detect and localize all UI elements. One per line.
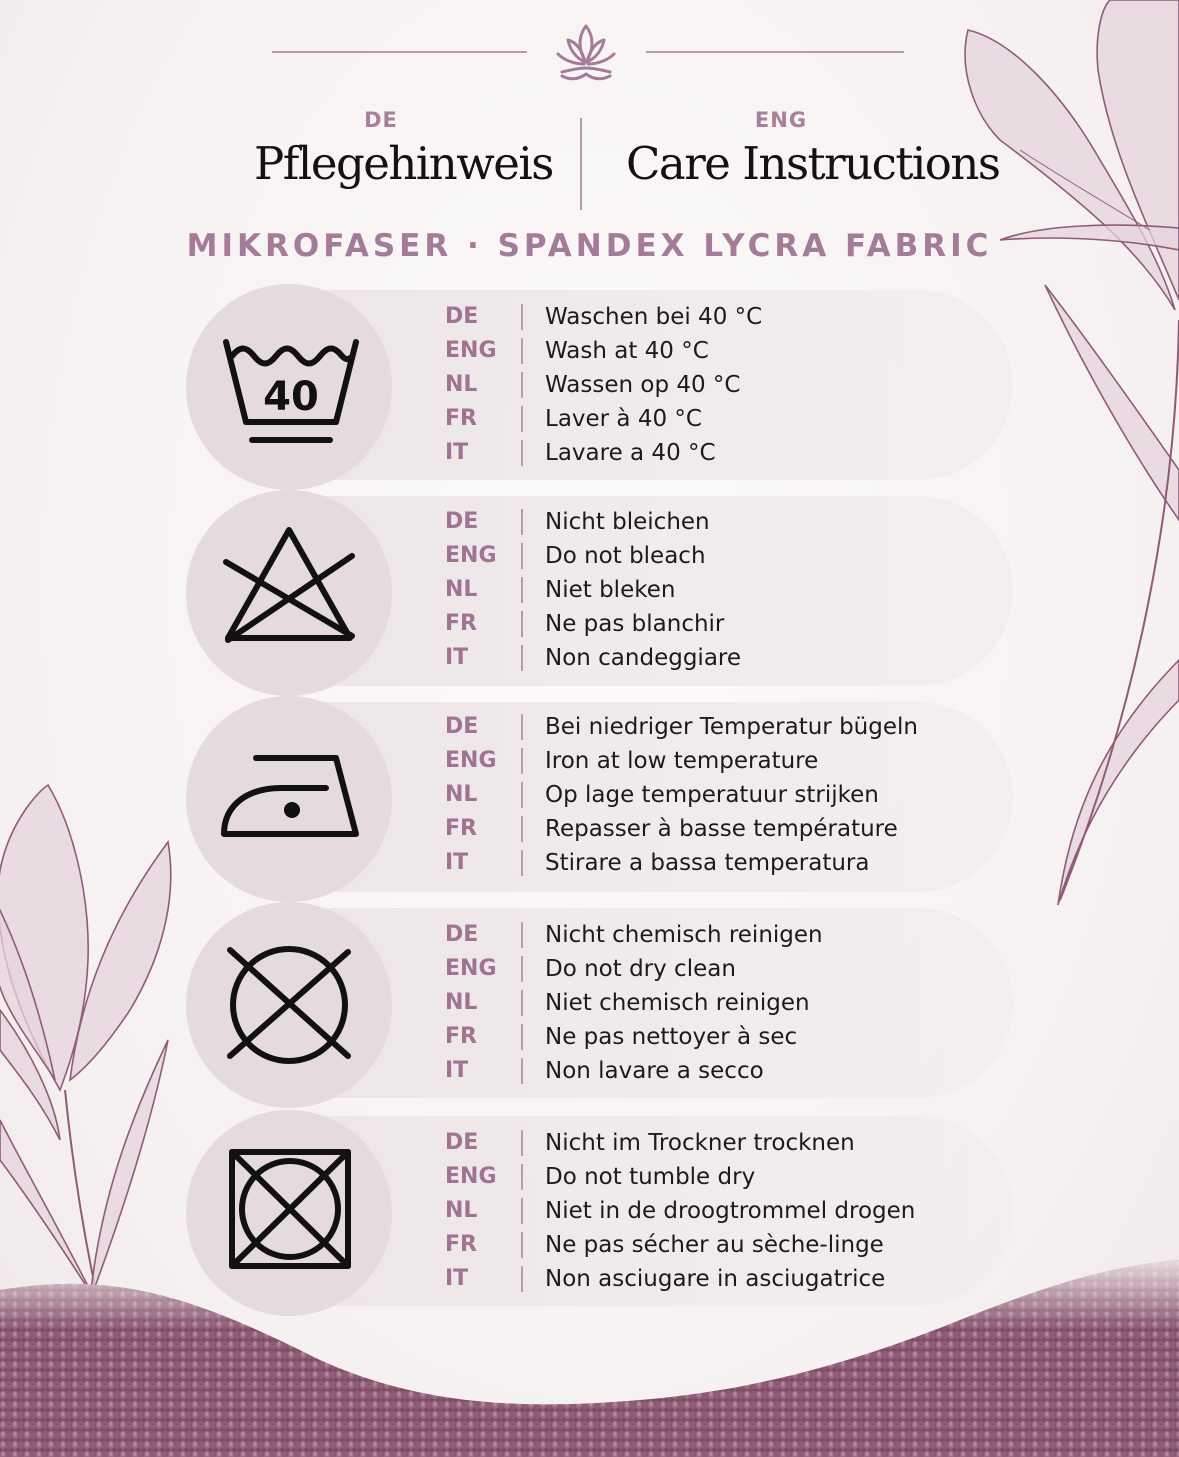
language-divider [521, 543, 523, 569]
lotus-icon [552, 20, 620, 88]
language-code: NL [445, 372, 478, 397]
language-code: ENG [445, 748, 497, 773]
no-bleach-icon [186, 490, 392, 696]
language-code: DE [445, 922, 479, 947]
language-divider [521, 990, 523, 1016]
no-dry-clean-icon [186, 902, 392, 1108]
language-code: NL [445, 1198, 478, 1223]
language-divider [521, 748, 523, 774]
instruction-text: Do not dry clean [545, 956, 736, 982]
language-divider [521, 1058, 523, 1084]
language-code: IT [445, 850, 469, 875]
instruction-text: Non candeggiare [545, 645, 742, 671]
instruction-text: Iron at low temperature [545, 748, 819, 774]
language-code: FR [445, 1024, 477, 1049]
language-divider [521, 440, 523, 466]
instruction-text: Niet chemisch reinigen [545, 990, 810, 1016]
instruction-text: Repasser à basse température [545, 816, 898, 842]
language-code: ENG [445, 338, 497, 363]
language-divider [521, 406, 523, 432]
language-code: IT [445, 440, 469, 465]
language-code: IT [445, 645, 469, 670]
header-divider-left [272, 51, 527, 53]
language-divider [521, 509, 523, 535]
header-right-title: Care Instructions [626, 137, 1000, 190]
language-code: FR [445, 1232, 477, 1257]
language-code: FR [445, 816, 477, 841]
language-divider [521, 922, 523, 948]
instruction-text: Nicht bleichen [545, 509, 710, 535]
instruction-text: Non lavare a secco [545, 1058, 764, 1084]
instruction-text: Stirare a bassa temperatura [545, 850, 870, 876]
wash-temperature-label: 40 [263, 374, 319, 420]
language-divider [521, 1266, 523, 1292]
language-divider [521, 577, 523, 603]
no-tumble-dry-icon [186, 1110, 392, 1316]
instruction-text: Laver à 40 °C [545, 406, 702, 432]
language-divider [521, 956, 523, 982]
instruction-text: Bei niedriger Temperatur bügeln [545, 714, 918, 740]
language-divider [521, 1130, 523, 1156]
language-code: FR [445, 611, 477, 636]
language-divider [521, 611, 523, 637]
instruction-text: Wassen op 40 °C [545, 372, 741, 398]
language-divider [521, 372, 523, 398]
left-flower-illustration [0, 785, 171, 1310]
instruction-text: Nicht chemisch reinigen [545, 922, 823, 948]
language-divider [521, 1198, 523, 1224]
language-divider [521, 645, 523, 671]
language-code: NL [445, 577, 478, 602]
language-code: ENG [445, 956, 497, 981]
instruction-text: Non asciugare in asciugatrice [545, 1266, 886, 1292]
iron-low-icon [186, 696, 392, 902]
language-code: ENG [445, 543, 497, 568]
language-code: DE [445, 714, 479, 739]
language-code: DE [445, 304, 479, 329]
header-left-lang: DE [364, 108, 398, 132]
language-divider [521, 714, 523, 740]
language-code: FR [445, 406, 477, 431]
language-code: ENG [445, 1164, 497, 1189]
language-divider [521, 782, 523, 808]
language-code: IT [445, 1266, 469, 1291]
header-left-title: Pflegehinweis [254, 137, 553, 190]
fabric-subtitle: MIKROFASER · SPANDEX LYCRA FABRIC [186, 228, 993, 264]
language-code: IT [445, 1058, 469, 1083]
language-code: NL [445, 782, 478, 807]
language-code: DE [445, 509, 479, 534]
language-divider [521, 338, 523, 364]
language-divider [521, 1232, 523, 1258]
header-title-divider [580, 118, 582, 210]
instruction-text: Lavare a 40 °C [545, 440, 716, 466]
instruction-text: Niet bleken [545, 577, 676, 603]
instruction-text: Wash at 40 °C [545, 338, 709, 364]
instruction-text: Ne pas sécher au sèche-linge [545, 1232, 884, 1258]
instruction-text: Ne pas blanchir [545, 611, 725, 637]
header-divider-right [646, 51, 904, 53]
language-divider [521, 816, 523, 842]
instruction-text: Niet in de droogtrommel drogen [545, 1198, 916, 1224]
instruction-text: Do not tumble dry [545, 1164, 756, 1190]
instruction-text: Waschen bei 40 °C [545, 304, 763, 330]
language-divider [521, 850, 523, 876]
language-code: DE [445, 1130, 479, 1155]
language-divider [521, 1164, 523, 1190]
language-divider [521, 1024, 523, 1050]
instruction-text: Do not bleach [545, 543, 706, 569]
instruction-text: Op lage temperatuur strijken [545, 782, 879, 808]
language-code: NL [445, 990, 478, 1015]
header-right-lang: ENG [754, 108, 808, 132]
instruction-text: Ne pas nettoyer à sec [545, 1024, 798, 1050]
wash-40-icon [186, 284, 392, 490]
instruction-text: Nicht im Trockner trocknen [545, 1130, 855, 1156]
language-divider [521, 304, 523, 330]
